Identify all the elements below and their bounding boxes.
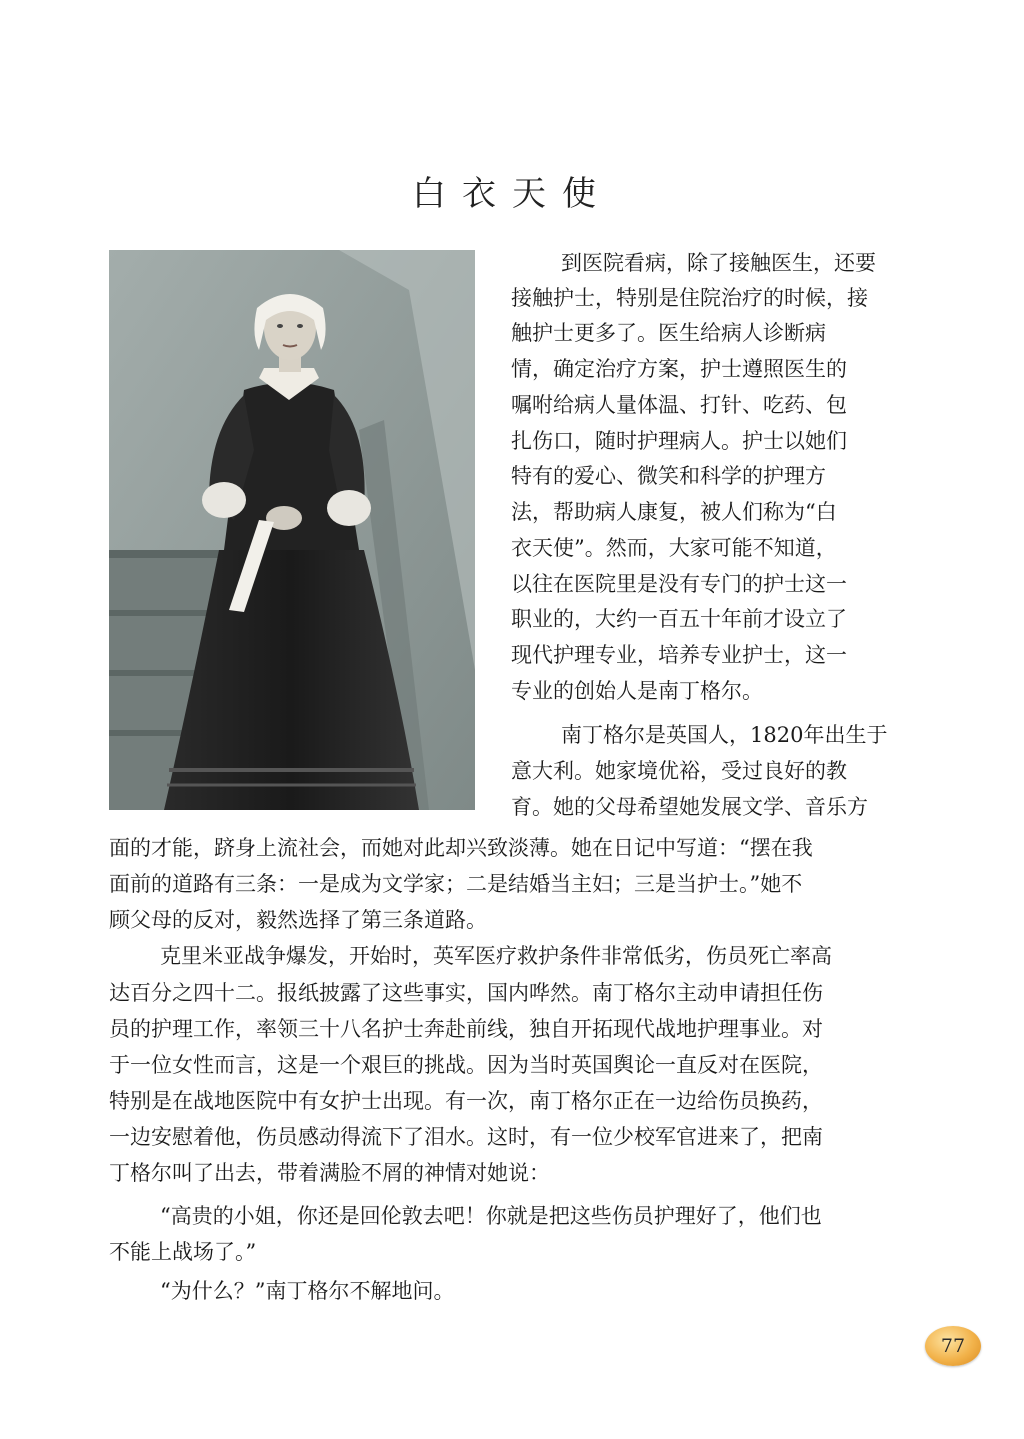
paragraph-2-line: 顾父母的反对，毅然选择了第三条道路。 [109, 908, 487, 932]
paragraph-4-line: “高贵的小姐，你还是回伦敦去吧！你就是把这些伤员护理好了，他们也 [160, 1204, 822, 1228]
paragraph-3-line: 达百分之四十二。报纸披露了这些事实，国内哗然。南丁格尔主动申请担任伤 [109, 981, 823, 1005]
portrait-photo-icon [109, 250, 475, 810]
paragraph-1-line: 法，帮助病人康复，被人们称为“白 [511, 500, 837, 524]
paragraph-3-line: 员的护理工作，率领三十八名护士奔赴前线，独自开拓现代战地护理事业。对 [109, 1017, 823, 1041]
paragraph-1-line: 以往在医院里是没有专门的护士这一 [511, 572, 847, 596]
paragraph-1-line: 扎伤口，随时护理病人。护士以她们 [511, 429, 847, 453]
paragraph-1-line: 嘱咐给病人量体温、打针、吃药、包 [511, 393, 847, 417]
paragraph-1-line: 情，确定治疗方案，护士遵照医生的 [511, 357, 847, 381]
paragraph-3-line: 特别是在战地医院中有女护士出现。有一次，南丁格尔正在一边给伤员换药， [109, 1089, 823, 1113]
nightingale-portrait [109, 250, 475, 810]
paragraph-3-line: 于一位女性而言，这是一个艰巨的挑战。因为当时英国舆论一直反对在医院， [109, 1053, 823, 1077]
paragraph-1-line: 触护士更多了。医生给病人诊断病 [511, 321, 826, 345]
page-number-badge: 77 [925, 1326, 981, 1366]
paragraph-1-line: 衣天使”。然而，大家可能不知道， [511, 536, 837, 560]
paragraph-5-line: “为什么？”南丁格尔不解地问。 [160, 1279, 455, 1303]
paragraph-2-line: 面前的道路有三条：一是成为文学家；二是结婚当主妇；三是当护士。”她不 [109, 872, 803, 896]
paragraph-1-line: 到医院看病，除了接触医生，还要 [561, 251, 876, 275]
paragraph-1-line: 特有的爱心、微笑和科学的护理方 [511, 464, 826, 488]
paragraph-2-line: 南丁格尔是英国人，1820年出生于 [561, 723, 888, 747]
paragraph-3-line: 克里米亚战争爆发，开始时，英军医疗救护条件非常低劣，伤员死亡率高 [160, 944, 832, 968]
paragraph-1-line: 专业的创始人是南丁格尔。 [511, 679, 763, 703]
paragraph-1-line: 职业的，大约一百五十年前才设立了 [511, 607, 847, 631]
page-title: 白衣天使 [412, 174, 612, 214]
paragraph-3-line: 一边安慰着他，伤员感动得流下了泪水。这时，有一位少校军官进来了，把南 [109, 1125, 823, 1149]
paragraph-3-line: 丁格尔叫了出去，带着满脸不屑的神情对她说： [109, 1161, 550, 1185]
paragraph-2-line: 育。她的父母希望她发展文学、音乐方 [511, 795, 868, 819]
paragraph-2-line: 面的才能，跻身上流社会，而她对此却兴致淡薄。她在日记中写道：“摆在我 [109, 836, 813, 860]
paragraph-4-line: 不能上战场了。” [109, 1240, 257, 1264]
paragraph-1-line: 接触护士，特别是住院治疗的时候，接 [511, 286, 868, 310]
paragraph-1-line: 现代护理专业，培养专业护士，这一 [511, 643, 847, 667]
paragraph-2-line: 意大利。她家境优裕，受过良好的教 [511, 759, 847, 783]
